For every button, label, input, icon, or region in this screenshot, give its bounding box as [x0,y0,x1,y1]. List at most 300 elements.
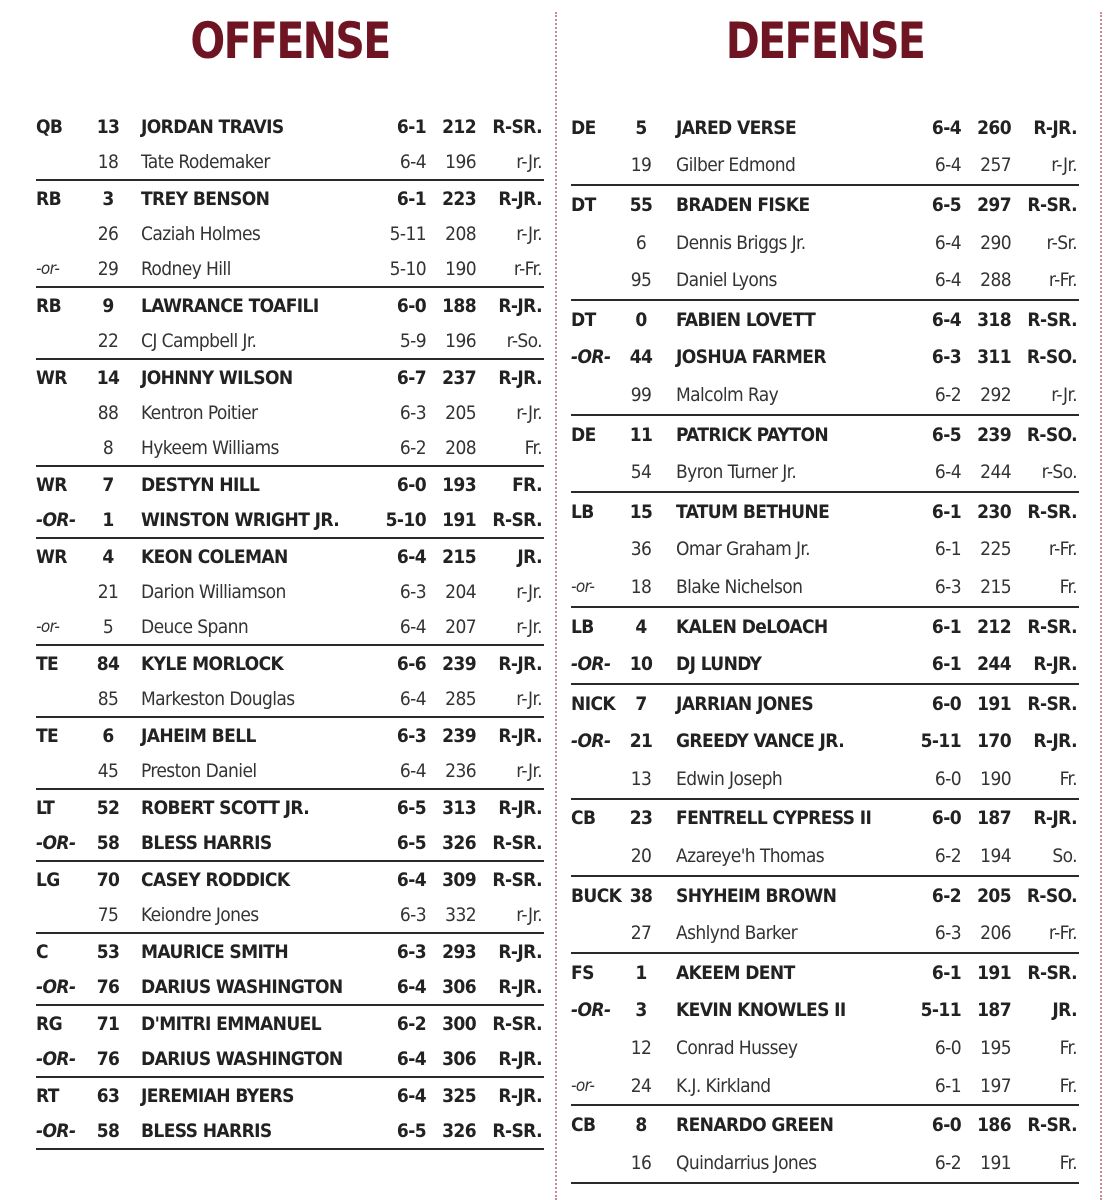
player-height: 6-1 [396,115,426,138]
player-weight: 230 [977,500,1011,523]
player-height: 6-1 [931,653,961,676]
player-row [571,301,1079,339]
player-weight: 190 [980,767,1011,790]
player-height: 5-11 [389,222,426,245]
player-name: Conrad Hussey [676,1037,798,1060]
player-height: 6-5 [931,423,961,446]
player-height: 6-3 [399,580,426,603]
player-weight: 215 [980,575,1011,598]
jersey-number: 26 [97,222,119,245]
player-name: Preston Daniel [141,759,257,782]
jersey-number: 21 [629,730,653,753]
player-class: Fr. [1059,1151,1077,1174]
jersey-number: 14 [96,366,120,389]
position-label: -OR- [36,1047,76,1070]
jersey-number: 0 [635,308,647,331]
player-height: 6-4 [396,975,426,998]
position-label: CB [571,1114,596,1137]
player-name: Rodney Hill [141,257,231,280]
player-class: R-JR. [498,975,542,998]
player-weight: 325 [442,1084,476,1107]
player-height: 6-0 [931,692,961,715]
player-row [36,718,544,753]
player-height: 6-3 [934,922,961,945]
player-height: 6-0 [931,807,961,830]
player-weight: 194 [980,845,1011,868]
jersey-number: 99 [630,383,652,406]
player-row [36,323,544,358]
player-row [571,685,1079,723]
player-row [571,147,1079,185]
player-height: 6-4 [934,269,961,292]
player-name: Tate Rodemaker [141,150,270,173]
player-row [36,646,544,681]
player-height: 6-6 [396,652,426,675]
position-label: -OR- [571,730,611,753]
position-label: -OR- [571,346,611,369]
position-label: -OR- [571,999,611,1022]
player-name: KEON COLEMAN [141,545,288,568]
player-class: r-So. [506,329,542,352]
player-row [36,430,544,465]
player-name: JARRIAN JONES [676,692,814,715]
player-class: R-JR. [1033,807,1077,830]
player-name: LAWRANCE TOAFILI [141,294,319,317]
player-height: 6-4 [399,615,426,638]
player-class: R-SR. [1027,615,1077,638]
player-row [36,144,544,179]
player-height: 6-4 [934,154,961,177]
jersey-number: 75 [97,903,119,926]
player-row [36,790,544,825]
player-height: 6-4 [396,868,426,891]
player-name: Markeston Douglas [141,687,295,710]
player-weight: 236 [445,759,476,782]
player-class: Fr. [1059,1037,1077,1060]
player-name: JOSHUA FARMER [676,346,826,369]
position-group [571,186,1079,301]
jersey-number: 18 [630,575,652,598]
player-height: 6-0 [396,473,426,496]
player-weight: 170 [977,730,1011,753]
jersey-number: 84 [96,652,120,675]
player-height: 6-4 [396,545,426,568]
jersey-number: 7 [102,473,114,496]
position-label [36,574,96,609]
player-row [36,1006,544,1041]
jersey-number: 1 [635,961,647,984]
player-weight: 188 [442,294,476,317]
player-class: Fr. [1059,1074,1077,1097]
player-name: FENTRELL CYPRESS II [676,807,872,830]
player-height: 6-1 [934,1074,961,1097]
column-divider [555,12,557,1200]
player-height: 6-3 [399,401,426,424]
player-height: 6-4 [396,1084,426,1107]
player-height: 6-1 [931,500,961,523]
player-row [36,216,544,251]
position-group [571,800,1079,877]
player-class: R-JR. [1033,730,1077,753]
player-weight: 326 [442,1119,476,1142]
player-weight: 288 [980,269,1011,292]
player-height: 5-10 [385,508,426,531]
position-label [36,216,96,251]
player-class: JR. [517,545,542,568]
position-group [571,685,1079,800]
player-row [571,109,1079,147]
player-class: JR. [1052,999,1077,1022]
player-name: Blake Nichelson [676,575,803,598]
player-class: R-SR. [1027,1114,1077,1137]
player-name: WINSTON WRIGHT JR. [141,508,340,531]
player-class: r-Sr. [1046,231,1077,254]
position-group [571,109,1079,186]
jersey-number: 70 [96,868,120,891]
player-class: R-SR. [1027,692,1077,715]
jersey-number: 6 [635,231,647,254]
player-height: 6-4 [931,308,961,331]
position-group [571,1106,1079,1183]
player-row [571,339,1079,377]
position-group [571,608,1079,685]
player-weight: 207 [445,615,476,638]
player-class: R-JR. [1033,116,1077,139]
player-weight: 306 [442,975,476,998]
player-height: 5-9 [399,329,426,352]
player-class: R-SR. [1027,308,1077,331]
player-row [571,914,1079,952]
player-height: 6-4 [396,1047,426,1070]
player-row [571,568,1079,606]
player-name: KYLE MORLOCK [141,652,284,675]
player-name: GREEDY VANCE JR. [676,730,845,753]
position-group [36,539,544,646]
position-label: RB [36,187,61,210]
jersey-number: 3 [635,999,647,1022]
position-label: DT [571,308,596,331]
player-class: R-SR. [492,115,542,138]
player-weight: 186 [977,1114,1011,1137]
player-row [36,934,544,969]
jersey-number: 3 [102,187,114,210]
position-group [36,790,544,862]
position-label: NICK [571,692,616,715]
player-row [36,609,544,644]
jersey-number: 20 [630,845,652,868]
player-height: 6-0 [931,1114,961,1137]
position-label: WR [36,545,67,568]
jersey-number: 19 [630,154,652,177]
player-name: DESTYN HILL [141,473,260,496]
position-label [36,753,96,788]
player-height: 6-4 [931,116,961,139]
jersey-number: 10 [629,653,653,676]
player-weight: 300 [442,1012,476,1035]
player-weight: 208 [445,222,476,245]
player-name: ROBERT SCOTT JR. [141,796,310,819]
position-group [571,954,1079,1106]
right-edge-divider [1100,12,1102,1200]
player-row [36,825,544,860]
player-row [571,760,1079,798]
position-label: BUCK [571,884,622,907]
position-label: LG [36,868,60,891]
position-label: LB [571,615,594,638]
position-group [36,467,544,539]
player-height: 6-2 [931,884,961,907]
jersey-number: 53 [96,940,120,963]
jersey-number: 7 [635,692,647,715]
jersey-number: 45 [97,759,119,782]
player-row [571,416,1079,454]
player-weight: 187 [977,999,1011,1022]
player-height: 6-0 [934,1037,961,1060]
player-weight: 239 [442,724,476,747]
jersey-number: 8 [635,1114,647,1137]
player-weight: 191 [977,692,1011,715]
player-name: TREY BENSON [141,187,270,210]
defense-heading: DEFENSE [725,12,925,70]
player-name: KEVIN KNOWLES II [676,999,846,1022]
player-weight: 309 [442,868,476,891]
player-name: BRADEN FISKE [676,193,810,216]
player-row [571,800,1079,838]
position-label: -or- [571,576,595,597]
player-weight: 332 [445,903,476,926]
player-row [571,531,1079,569]
player-row [36,862,544,897]
position-label: LT [36,796,55,819]
player-row [36,969,544,1004]
player-height: 6-7 [396,366,426,389]
player-weight: 237 [442,366,476,389]
player-weight: 191 [977,961,1011,984]
player-class: R-JR. [498,366,542,389]
player-row [36,288,544,323]
player-weight: 257 [980,154,1011,177]
player-name: BLESS HARRIS [141,831,272,854]
position-label [36,144,96,179]
player-class: R-SR. [1027,500,1077,523]
jersey-number: 13 [96,115,120,138]
player-row [36,502,544,537]
player-row [571,261,1079,299]
player-class: r-Jr. [516,687,542,710]
jersey-number: 12 [630,1037,652,1060]
player-name: AKEEM DENT [676,961,795,984]
position-group [36,109,544,181]
player-height: 6-3 [396,940,426,963]
player-weight: 196 [445,329,476,352]
player-class: R-SO. [1026,423,1077,446]
player-class: FR. [512,473,542,496]
jersey-number: 71 [96,1012,120,1035]
jersey-number: 5 [102,615,114,638]
player-weight: 290 [980,231,1011,254]
player-class: R-SR. [492,868,542,891]
defense-depth-chart [571,109,1079,1184]
player-class: R-SO. [1026,884,1077,907]
jersey-number: 29 [97,257,119,280]
player-name: D'MITRI EMMANUEL [141,1012,322,1035]
jersey-number: 18 [97,150,119,173]
position-group [36,1078,544,1150]
player-weight: 239 [977,423,1011,446]
player-name: K.J. Kirkland [676,1074,771,1097]
player-weight: 205 [445,401,476,424]
player-name: Malcolm Ray [676,383,779,406]
jersey-number: 11 [629,423,653,446]
jersey-number: 21 [97,580,119,603]
position-group [571,301,1079,416]
offense-heading: OFFENSE [190,12,390,70]
player-row [571,992,1079,1030]
player-class: R-SR. [492,1012,542,1035]
player-name: KALEN DeLOACH [676,615,828,638]
position-group [36,1006,544,1078]
position-label [36,430,96,465]
player-height: 6-4 [934,461,961,484]
player-height: 6-2 [934,845,961,868]
player-weight: 313 [442,796,476,819]
player-weight: 318 [977,308,1011,331]
player-height: 6-4 [934,231,961,254]
player-row [571,954,1079,992]
player-class: R-JR. [498,294,542,317]
player-weight: 212 [442,115,476,138]
player-row [36,467,544,502]
player-weight: 225 [980,538,1011,561]
position-label: QB [36,115,63,138]
player-height: 6-2 [396,1012,426,1035]
jersey-number: 85 [97,687,119,710]
player-name: TATUM BETHUNE [676,500,830,523]
position-group [36,646,544,718]
player-class: r-Jr. [516,903,542,926]
position-label: TE [36,724,59,747]
jersey-number: 22 [97,329,119,352]
player-row [571,645,1079,683]
player-weight: 208 [445,436,476,459]
position-label [36,681,96,716]
jersey-number: 5 [635,116,647,139]
player-height: 6-5 [396,831,426,854]
player-name: Daniel Lyons [676,269,777,292]
position-label: -OR- [571,653,611,676]
player-row [571,837,1079,875]
position-label: FS [571,961,594,984]
player-weight: 239 [442,652,476,675]
player-class: R-SR. [492,831,542,854]
player-weight: 306 [442,1047,476,1070]
player-height: 6-5 [931,193,961,216]
player-weight: 311 [977,346,1011,369]
player-height: 6-3 [399,903,426,926]
player-weight: 205 [977,884,1011,907]
player-name: FABIEN LOVETT [676,308,816,331]
position-group [36,934,544,1006]
player-height: 5-11 [920,999,961,1022]
player-height: 6-3 [396,724,426,747]
jersey-number: 76 [96,975,120,998]
player-name: Deuce Spann [141,615,249,638]
jersey-number: 15 [629,500,653,523]
player-name: Hykeem Williams [141,436,279,459]
player-weight: 215 [442,545,476,568]
player-name: Caziah Holmes [141,222,261,245]
player-class: r-Jr. [1051,383,1077,406]
player-row [36,251,544,286]
player-name: Omar Graham Jr. [676,538,810,561]
offense-depth-chart [36,109,544,1150]
jersey-number: 63 [96,1084,120,1107]
player-weight: 191 [442,508,476,531]
jersey-number: 88 [97,401,119,424]
position-group [571,877,1079,954]
jersey-number: 58 [96,831,120,854]
player-weight: 293 [442,940,476,963]
player-height: 6-0 [934,767,961,790]
jersey-number: 6 [102,724,114,747]
player-weight: 297 [977,193,1011,216]
player-class: R-JR. [498,724,542,747]
player-name: JARED VERSE [676,116,797,139]
player-class: r-Jr. [1051,154,1077,177]
player-name: CASEY RODDICK [141,868,290,891]
player-class: r-Fr. [1048,922,1077,945]
position-label: C [36,940,48,963]
player-row [571,608,1079,646]
jersey-number: 76 [96,1047,120,1070]
player-row [36,1078,544,1113]
player-weight: 206 [980,922,1011,945]
position-group [571,416,1079,493]
player-height: 6-3 [931,346,961,369]
player-name: SHYHEIM BROWN [676,884,837,907]
player-class: r-Jr. [516,401,542,424]
position-label: RG [36,1012,62,1035]
player-name: Edwin Joseph [676,767,783,790]
player-row [36,1113,544,1148]
player-class: So. [1052,845,1077,868]
player-row [36,753,544,788]
player-name: Darion Williamson [141,580,286,603]
player-row [36,395,544,430]
player-class: R-SR. [1027,193,1077,216]
position-label: LB [571,500,594,523]
player-class: R-SR. [492,1119,542,1142]
player-class: r-Fr. [1048,269,1077,292]
player-row [36,681,544,716]
player-height: 6-1 [396,187,426,210]
player-name: Kentron Poitier [141,401,258,424]
player-name: JOHNNY WILSON [141,366,293,389]
player-weight: 285 [445,687,476,710]
jersey-number: 58 [96,1119,120,1142]
player-row [571,1144,1079,1182]
player-name: JEREMIAH BYERS [141,1084,294,1107]
player-row [571,493,1079,531]
position-label: DE [571,116,596,139]
position-label: TE [36,652,59,675]
player-name: JORDAN TRAVIS [141,115,284,138]
player-row [571,1106,1079,1144]
player-class: Fr. [1059,575,1077,598]
player-row [571,376,1079,414]
player-weight: 292 [980,383,1011,406]
jersey-number: 9 [102,294,114,317]
